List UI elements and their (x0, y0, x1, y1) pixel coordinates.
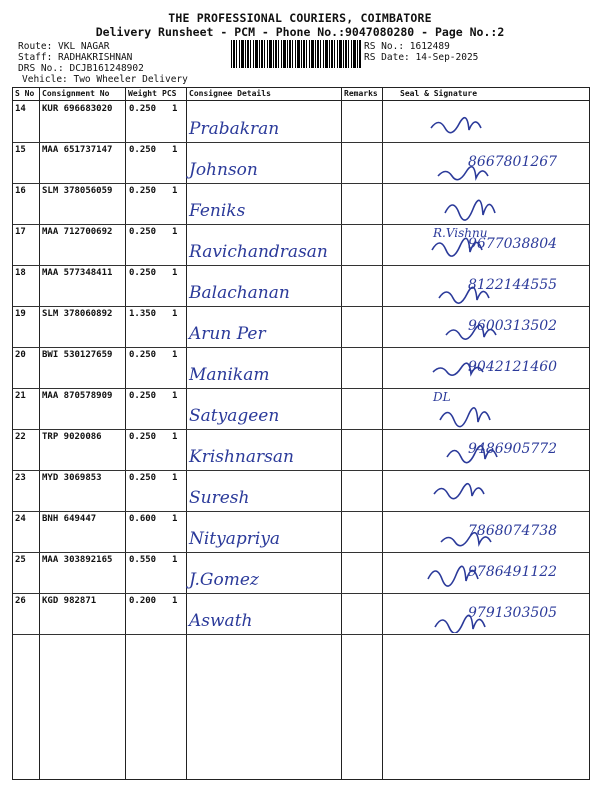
weight-cell: 0.250 (129, 350, 157, 360)
signature-scribble (398, 474, 578, 510)
consignee-handwriting: Krishnarsan (189, 447, 294, 467)
pcs-cell: 1 (172, 391, 178, 401)
signature-phone: 9486905772 (468, 441, 558, 457)
weight-cell: 0.600 (129, 514, 157, 524)
consignment-cell: MYD 3069853 (42, 473, 102, 483)
weight-cell: 0.200 (129, 596, 157, 606)
consignment-cell: MAA 712700692 (42, 227, 113, 237)
consignee-handwriting: Suresh (189, 488, 250, 508)
sno-cell: 18 (15, 268, 26, 278)
weight-cell: 0.250 (129, 391, 157, 401)
weight-cell: 0.250 (129, 473, 157, 483)
signature-phone: 9791303505 (468, 605, 558, 621)
weight-cell: 0.550 (129, 555, 157, 565)
table-row (13, 265, 589, 307)
pcs-cell: 1 (172, 309, 178, 319)
signature-text: DL (433, 390, 451, 404)
consignment-cell: SLM 378056059 (42, 186, 113, 196)
pcs-cell: 1 (172, 268, 178, 278)
col-remarks: Remarks (344, 89, 378, 98)
weight-cell: 1.350 (129, 309, 157, 319)
table-row (13, 306, 589, 348)
runsheet-table (12, 87, 590, 780)
consignee-handwriting: Johnson (189, 160, 258, 180)
table-row (13, 511, 589, 553)
pcs-cell: 1 (172, 104, 178, 114)
table-row (13, 224, 589, 266)
signature-phone: 9677038804 (468, 236, 558, 252)
sno-cell: 20 (15, 350, 26, 360)
signature-text: R.Vishnu (433, 226, 488, 240)
pcs-cell: 1 (172, 432, 178, 442)
col-weight: Weight (128, 89, 157, 98)
pcs-cell: 1 (172, 596, 178, 606)
pcs-cell: 1 (172, 145, 178, 155)
weight-cell: 0.250 (129, 227, 157, 237)
sno-cell: 26 (15, 596, 26, 606)
sno-cell: 24 (15, 514, 26, 524)
signature-phone: 9042121460 (468, 359, 558, 375)
signature-phone: 7868074738 (468, 523, 558, 539)
signature-scribble (398, 187, 578, 223)
signature-scribble (398, 392, 578, 428)
runsheet-title: THE PROFESSIONAL COURIERS, COIMBATORE (168, 11, 432, 25)
consignment-cell: TRP 9020086 (42, 432, 102, 442)
table-row (13, 347, 589, 389)
weight-cell: 0.250 (129, 145, 157, 155)
pcs-cell: 1 (172, 473, 178, 483)
table-header (13, 88, 589, 101)
table-row (13, 142, 589, 184)
signature-phone: 8122144555 (468, 277, 558, 293)
pcs-cell: 1 (172, 186, 178, 196)
rs-number: RS No.: 1612489 (364, 41, 450, 52)
sno-cell: 23 (15, 473, 26, 483)
sno-cell: 16 (15, 186, 26, 196)
consignment-cell: BWI 530127659 (42, 350, 113, 360)
pcs-cell: 1 (172, 227, 178, 237)
weight-cell: 0.250 (129, 104, 157, 114)
consignee-handwriting: Feniks (189, 201, 246, 221)
runsheet-subtitle: Delivery Runsheet - PCM - Phone No.:9047080280 - Page No.:2 (95, 25, 505, 39)
consignment-cell: KGD 982871 (42, 596, 97, 606)
sno-cell: 15 (15, 145, 26, 155)
consignment-cell: MAA 577348411 (42, 268, 113, 278)
consignee-handwriting: Arun Per (189, 324, 266, 344)
consignment-cell: BNH 649447 (42, 514, 97, 524)
pcs-cell: 1 (172, 350, 178, 360)
consignee-handwriting: Manikam (189, 365, 270, 385)
pcs-cell: 1 (172, 555, 178, 565)
route-label: Route: VKL NAGAR (18, 41, 110, 52)
barcode (231, 40, 361, 68)
weight-cell: 0.250 (129, 268, 157, 278)
table-row (13, 429, 589, 471)
sno-cell: 21 (15, 391, 26, 401)
weight-cell: 0.250 (129, 432, 157, 442)
consignee-handwriting: Prabakran (189, 119, 280, 139)
rs-date: RS Date: 14-Sep-2025 (364, 52, 479, 63)
sno-cell: 17 (15, 227, 26, 237)
consignee-handwriting: Aswath (189, 611, 253, 631)
consignment-cell: MAA 651737147 (42, 145, 113, 155)
signature-scribble (398, 105, 578, 141)
signature-phone: 9786491122 (468, 564, 558, 580)
col-pcs: PCS (162, 89, 177, 98)
drs-number: DRS No.: DCJB161248902 (18, 63, 144, 74)
consignment-cell: SLM 378060892 (42, 309, 113, 319)
sno-cell: 14 (15, 104, 26, 114)
pcs-cell: 1 (172, 514, 178, 524)
table-row (13, 470, 589, 512)
table-row (13, 388, 589, 430)
col-sno: S No (15, 89, 35, 98)
consignee-handwriting: J.Gomez (189, 570, 259, 590)
sno-cell: 25 (15, 555, 26, 565)
col-seal: Seal & Signature (400, 89, 478, 98)
table-row (13, 101, 589, 143)
signature-phone: 8667801267 (468, 154, 558, 170)
sno-cell: 22 (15, 432, 26, 442)
col-consignment: Consignment No (42, 89, 110, 98)
consignee-handwriting: Balachanan (189, 283, 290, 303)
table-row (13, 593, 589, 635)
consignee-handwriting: Ravichandrasan (189, 242, 328, 262)
col-consignee: Consignee Details (189, 89, 271, 98)
signature-phone: 9600313502 (468, 318, 558, 334)
consignment-cell: KUR 696683020 (42, 104, 113, 114)
consignee-handwriting: Satyageen (189, 406, 280, 426)
staff-label: Staff: RADHAKRISHNAN (18, 52, 133, 63)
consignment-cell: MAA 303892165 (42, 555, 113, 565)
consignee-handwriting: Nityapriya (189, 529, 281, 549)
vehicle-label: Vehicle: Two Wheeler Delivery (22, 74, 188, 85)
weight-cell: 0.250 (129, 186, 157, 196)
table-row (13, 183, 589, 225)
sno-cell: 19 (15, 309, 26, 319)
consignment-cell: MAA 870578909 (42, 391, 113, 401)
table-row (13, 552, 589, 594)
